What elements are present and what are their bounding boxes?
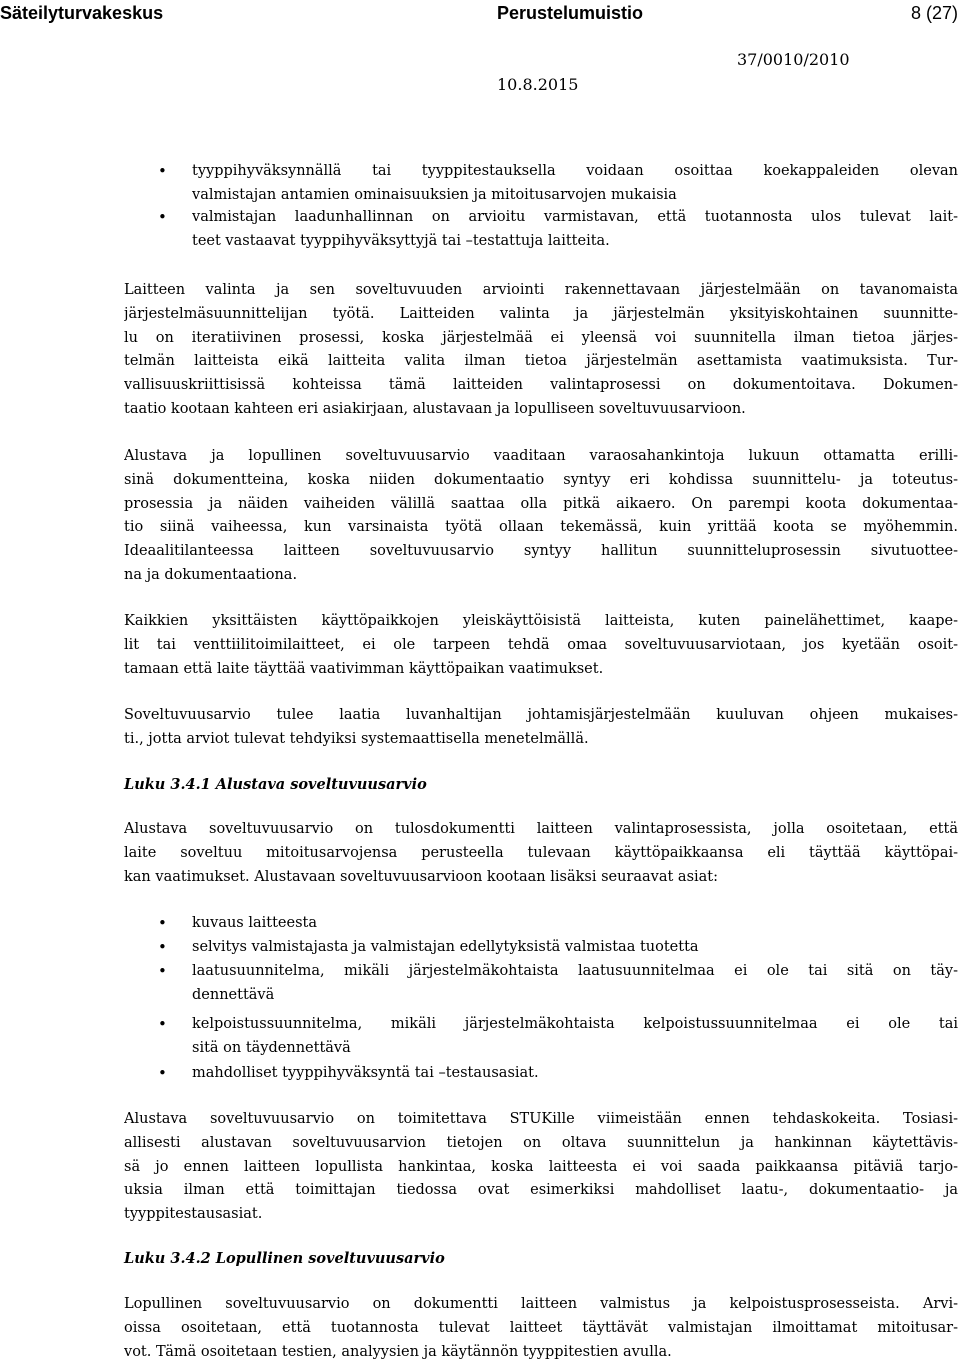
bullet-marker (158, 160, 172, 184)
paragraph (124, 610, 958, 681)
bullet-item (192, 160, 958, 208)
bullet-marker (158, 960, 172, 984)
bullet-text (192, 960, 958, 1008)
paragraph (124, 818, 958, 889)
text-line: kelpoistussuunnitelma, mikäli järjestelmäkohtaista kelpoistussuunnitelmaa ei ole tai (192, 1016, 958, 1032)
paragraph (124, 1108, 958, 1227)
text-line: laatusuunnitelma, mikäli järjestelmäkohtaista laatusuunnitelmaa ei ole tai sitä on täy- (192, 963, 958, 979)
bullet-item (192, 206, 958, 254)
text-line: teet vastaavat tyyppihyväksyttyjä tai –testattuja laitteita. (192, 232, 610, 249)
text-line: selvitys valmistajasta ja valmistajan edellytyksistä valmistaa tuotetta (192, 939, 699, 955)
text-line: Alustava soveltuvuusarvio on toimitettava STUKille viimeistään ennen tehdaskokeita. Tosiasi- (124, 1111, 958, 1127)
case-number: 37/0010/2010 (737, 50, 850, 69)
text-line: na ja dokumentaationa. (124, 566, 298, 583)
paragraph (124, 704, 958, 752)
text-line: kan vaatimukset. Alustavaan soveltuvuusarvioon kootaan lisäksi seuraavat asiat: (124, 868, 719, 885)
text-line: ti., jotta arviot tulevat tehdyiksi systemaattisella menetelmällä. (124, 730, 589, 747)
paragraph (124, 279, 958, 422)
page-number: 8 (27) (910, 3, 958, 23)
bullet-text (192, 936, 958, 960)
bullet-item (192, 936, 958, 960)
bullet-marker (158, 912, 172, 936)
bullet-text (192, 1013, 958, 1061)
bullet-text (192, 160, 958, 208)
bullet-marker (158, 1013, 172, 1037)
text-line: tyyppihyväksynnällä tai tyyppitestauksella voidaan osoittaa koekappaleiden olevan (192, 163, 958, 179)
text-line: valmistajan antamien ominaisuuksien ja mitoitusarvojen mukaisia (192, 186, 677, 203)
text-line: sä jo ennen laitteen lopullista hankintaa, koska laitteesta ei voi saada paikkaansa pitäviä tarjo- (124, 1158, 958, 1175)
text-line: uksia ilman että toimittajan tiedossa ovat esimerkiksi mahdolliset laatu-, dokumentaatio- ja (124, 1182, 958, 1199)
bullet-item (192, 960, 958, 1008)
text-line: dennettävä (192, 986, 275, 1003)
text-line: tamaan että laite täyttää vaativimman käyttöpaikan vaatimukset. (124, 660, 604, 677)
text-line: tio siinä vaiheessa, kun varsinaista työtä ollaan tekemässä, kuin yrittää koota se myöhemmin. (124, 519, 958, 536)
text-line: Laitteen valinta ja sen soveltuvuuden arviointi rakennettavaan järjestelmään on tavanomaista (124, 282, 958, 298)
text-line: vot. Tämä osoitetaan testien, analyysien ja käytännön tyyppitestien avulla. (124, 1343, 672, 1360)
bullet-text (192, 912, 958, 936)
paragraph (124, 1293, 958, 1364)
text-line: lit tai venttiilitoimilaitteet, ei ole tarpeen tehdä omaa soveltuvuusarviotaan, jos kyetään osoit- (124, 636, 958, 653)
text-line: Ideaalitilanteessa laitteen soveltuvuusarvio syntyy hallitun suunnitteluprosessin sivutuottee- (124, 543, 958, 560)
text-line: Soveltuvuusarvio tulee laatia luvanhaltijan johtamisjärjestelmään kuuluvan ohjeen mukaises- (124, 707, 958, 723)
section-heading: Luku 3.4.2 Lopullinen soveltuvuusarvio (124, 1250, 445, 1267)
bullet-marker (158, 936, 172, 960)
bullet-text (192, 1062, 958, 1086)
text-line: laite soveltuu mitoitusarvojensa perusteella tulevaan käyttöpaikkaansa eli täyttää käyttöpai- (124, 844, 958, 861)
bullet-marker (158, 1062, 172, 1086)
paragraph (124, 445, 958, 588)
text-line: kuvaus laitteesta (192, 915, 317, 931)
document-date: 10.8.2015 (497, 75, 579, 94)
text-line: Kaikkien yksittäisten käyttöpaikkojen yleiskäyttöisistä laitteista, kuten painelähettimet, kaape- (124, 613, 958, 629)
bullet-item (192, 1013, 958, 1061)
text-line: taatio kootaan kahteen eri asiakirjaan, alustavaan ja lopulliseen soveltuvuusarvioon. (124, 400, 746, 417)
organization-name: Säteilyturvakeskus (0, 3, 164, 23)
text-line: allisesti alustavan soveltuvuusarvion tietojen on oltava suunnittelun ja hankinnan käytettävis- (124, 1134, 958, 1151)
text-line: oissa osoitetaan, että tuotannosta tulevat laitteet täyttävät valmistajan ilmoittamat mitoitusar- (124, 1319, 958, 1336)
text-line: prosessia ja näiden vaiheiden välillä saattaa olla pitkä aikaero. On parempi koota dokumentaa- (124, 495, 958, 512)
text-line: sinä dokumentteina, koska niiden dokumentaatio syntyy eri kohdissa suunnittelu- ja toteutus- (124, 471, 958, 488)
text-line: Alustava soveltuvuusarvio on tulosdokumentti laitteen valintaprosessista, jolla osoitetaan, että (124, 821, 958, 837)
text-line: Lopullinen soveltuvuusarvio on dokumentti laitteen valmistus ja kelpoistusprosesseista. Arvi- (124, 1296, 958, 1312)
text-line: vallisuuskriittisissä kohteissa tämä laitteiden valintaprosessi on dokumentoitava. Dokumen- (124, 377, 958, 394)
text-line: mahdolliset tyyppihyväksyntä tai –testausasiat. (192, 1065, 539, 1081)
text-line: järjestelmäsuunnittelijan työtä. Laitteiden valinta ja järjestelmän yksityiskohtainen suunnitte- (124, 305, 958, 322)
bullet-marker (158, 206, 172, 230)
section-heading: Luku 3.4.1 Alustava soveltuvuusarvio (124, 776, 427, 793)
text-line: Alustava ja lopullinen soveltuvuusarvio vaaditaan varaosahankintoja lukuun ottamatta erilli- (124, 448, 958, 464)
bullet-item (192, 1062, 958, 1086)
text-line: sitä on täydennettävä (192, 1039, 351, 1056)
bullet-text (192, 206, 958, 254)
bullet-item (192, 912, 958, 936)
document-type: Perustelumuistio (497, 3, 644, 23)
text-line: tyyppitestausasiat. (124, 1206, 263, 1223)
text-line: lu on iteratiivinen prosessi, koska järjestelmää ei yleensä voi suunnitella ilman tietoa järjes- (124, 329, 958, 346)
text-line: telmän laitteista eikä laitteita valita ilman tietoa järjestelmän asettamista vaatimuksista. Tur- (124, 353, 958, 370)
text-line: valmistajan laadunhallinnan on arvioitu varmistavan, että tuotannosta ulos tulevat lait- (192, 209, 958, 225)
